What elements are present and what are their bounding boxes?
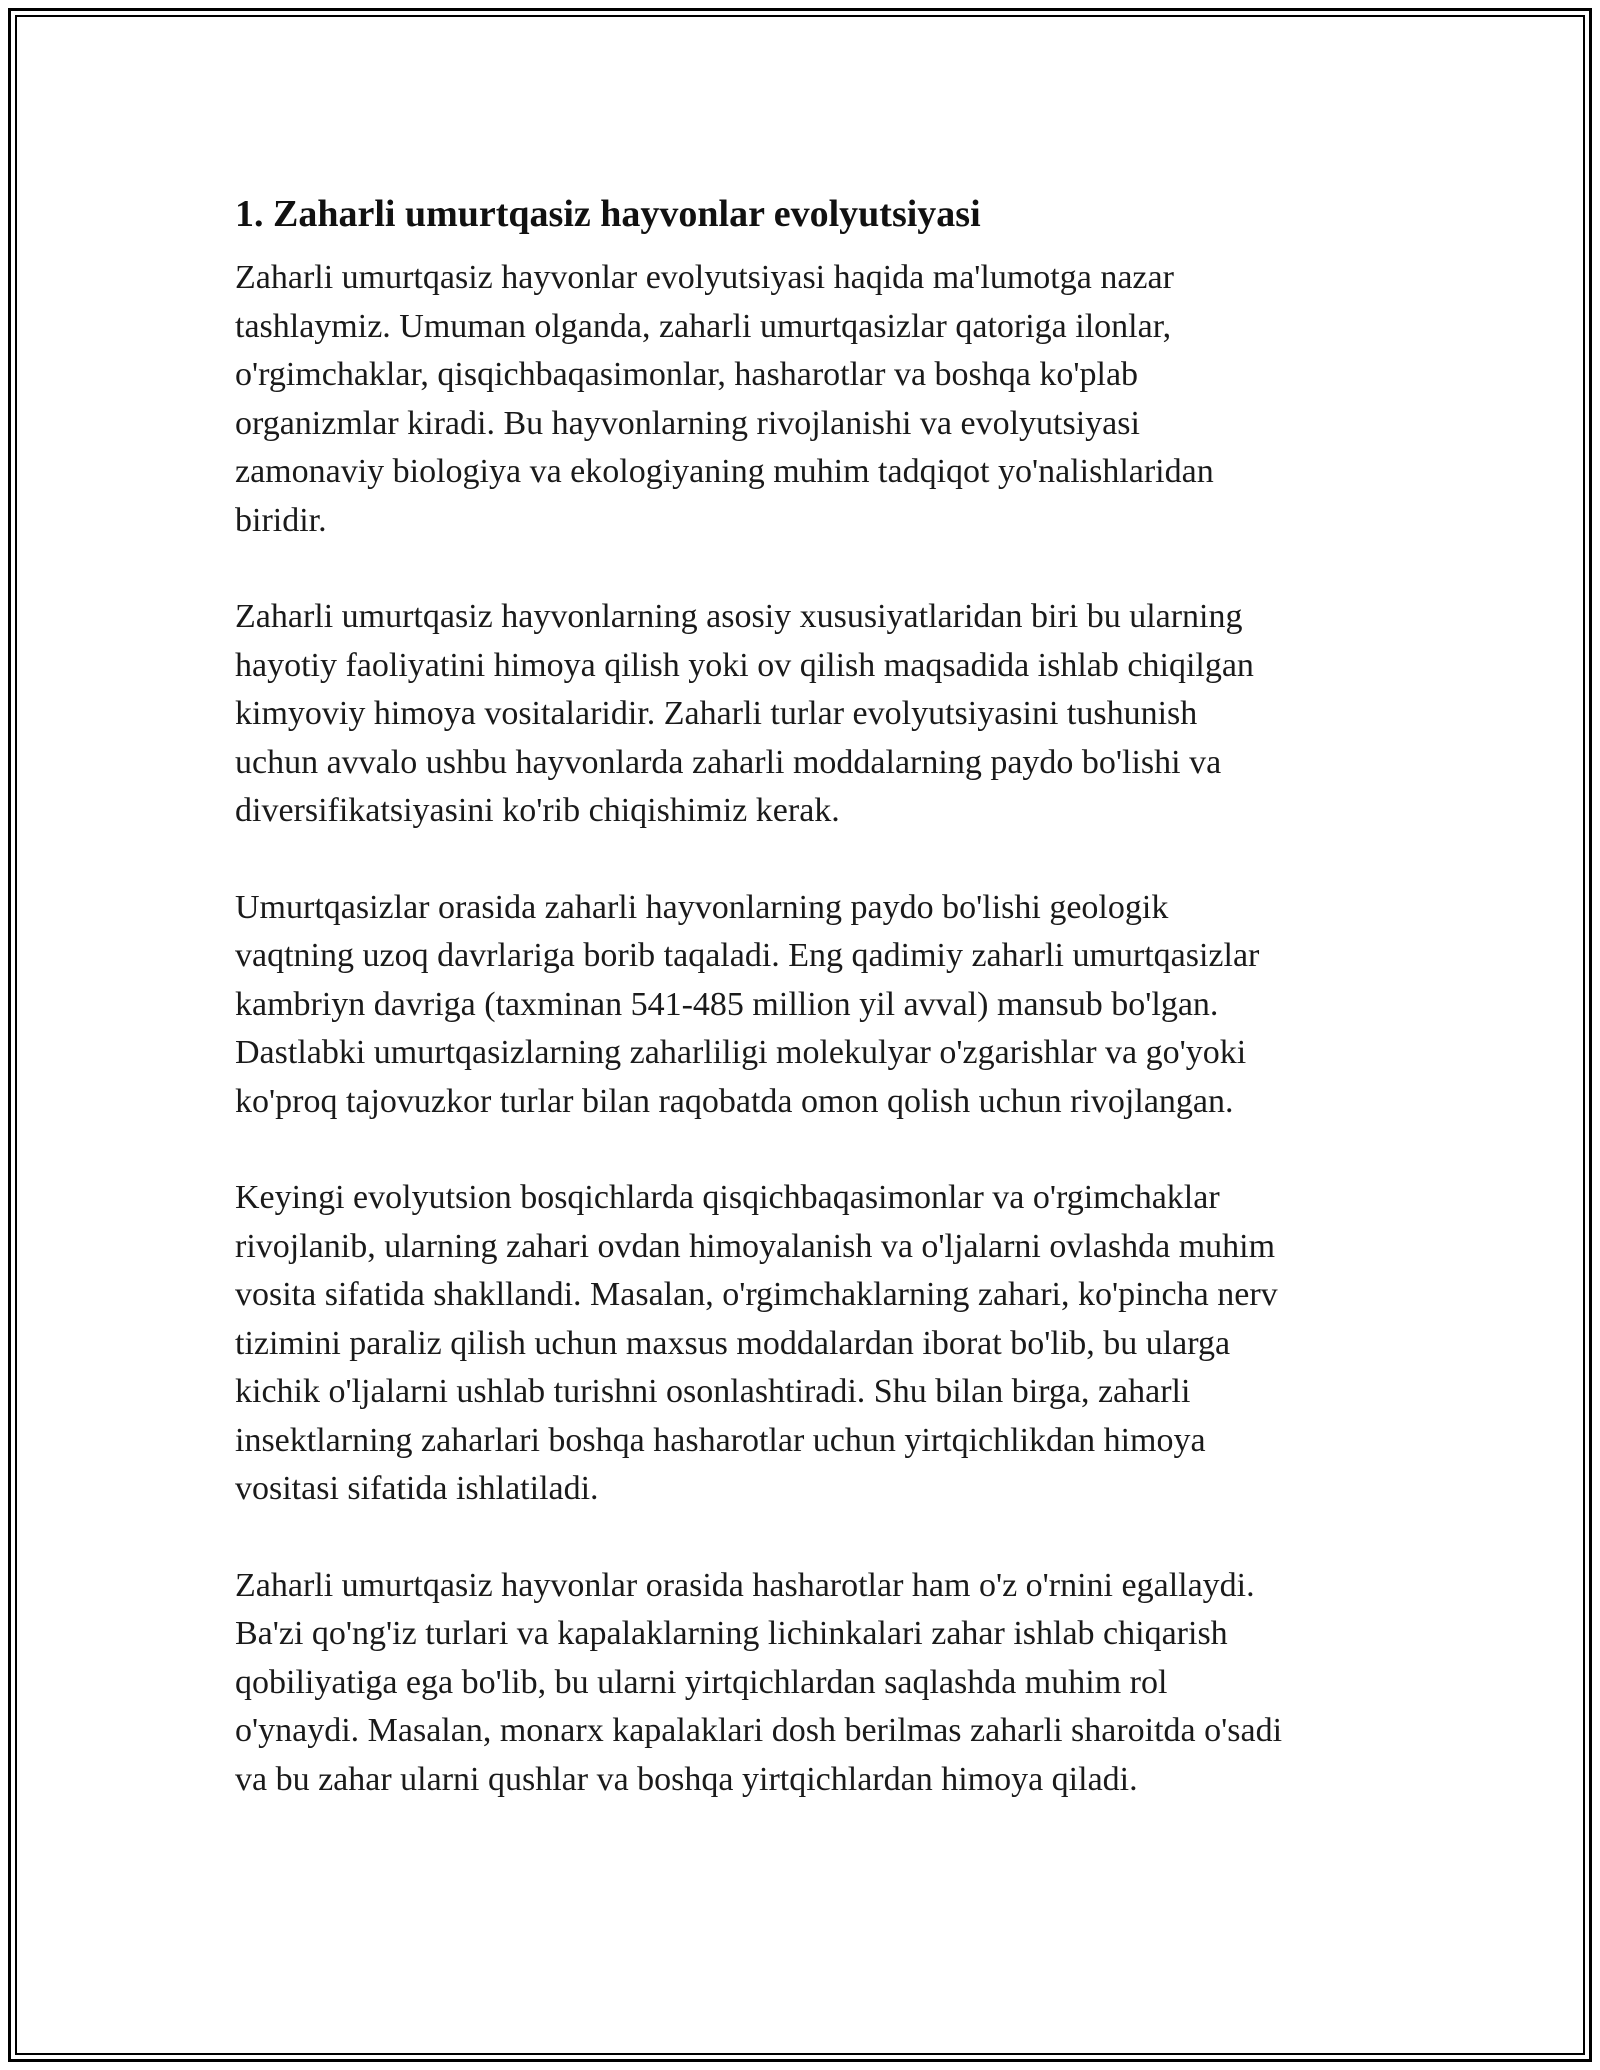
text-line: va bu zahar ularni qushlar va boshqa yirtqichlardan himoya qiladi. (235, 1760, 1138, 1798)
paragraph-4 (235, 1174, 1375, 1514)
text-line: Zaharli umurtqasiz hayvonlarning asosiy xususiyatlaridan biri bu ularning (235, 598, 1243, 635)
text-line: o'rgimchaklar, qisqichbaqasimonlar, hasharotlar va boshqa ko'plab (235, 356, 1139, 393)
text-line: vositasi sifatida ishlatiladi. (235, 1470, 599, 1507)
paragraph-2 (235, 593, 1375, 836)
text-line: vaqtning uzoq davrlariga borib taqaladi. Eng qadimiy zaharli umurtqasizlar (235, 937, 1260, 974)
text-line: vosita sifatida shakllandi. Masalan, o'rgimchaklarning zahari, ko'pincha nerv (235, 1276, 1278, 1313)
text-line: rivojlanib, ularning zahari ovdan himoyalanish va o'ljalarni ovlashda muhim (235, 1227, 1276, 1265)
text-line: diversifikatsiyasini ko'rib chiqishimiz kerak. (235, 792, 840, 829)
text-line: kimyoviy himoya vositalaridir. Zaharli turlar evolyutsiyasini tushunish (235, 695, 1198, 732)
text-line: organizmlar kiradi. Bu hayvonlarning rivojlanishi va evolyutsiyasi (235, 404, 1140, 442)
text-line: Umurtqasizlar orasida zaharli hayvonlarning paydo bo'lishi geologik (235, 888, 1169, 926)
document-title: 1. Zaharli umurtqasiz hayvonlar evolyutsiyasi (235, 193, 981, 235)
text-line: Ba'zi qo'ng'iz turlari va kapalaklarning lichinkalari zahar ishlab chiqarish (235, 1615, 1228, 1652)
text-line: Keyingi evolyutsion bosqichlarda qisqichbaqasimonlar va o'rgimchaklar (235, 1179, 1220, 1216)
text-line: tashlaymiz. Umuman olganda, zaharli umurtqasizlar qatoriga ilonlar, (235, 307, 1172, 345)
text-line: kichik o'ljalarni ushlab turishni osonlashtiradi. Shu bilan birga, zaharli (235, 1373, 1191, 1410)
text-line: uchun avvalo ushbu hayvonlarda zaharli moddalarning paydo bo'lishi va (235, 743, 1222, 781)
text-line: hayotiy faoliyatini himoya qilish yoki ov qilish maqsadida ishlab chiqilgan (235, 646, 1254, 684)
text-line: biridir. (235, 501, 327, 539)
document-body (235, 186, 1375, 1852)
text-line: Dastlabki umurtqasizlarning zaharliligi molekulyar o'zgarishlar va go'yoki (235, 1034, 1247, 1071)
text-line: qobiliyatiga ega bo'lib, bu ularni yirtqichlardan saqlashda muhim rol (235, 1663, 1168, 1701)
text-line: insektlarning zaharlari boshqa hasharotlar uchun yirtqichlikdan himoya (235, 1421, 1206, 1459)
paragraph-3 (235, 884, 1375, 1127)
text-line: kambriyn davriga (taxminan 541-485 million yil avval) mansub bo'lgan. (235, 985, 1219, 1023)
text-line: ko'proq tajovuzkor turlar bilan raqobatda omon qolish uchun rivojlangan. (235, 1082, 1234, 1120)
text-line: o'ynaydi. Masalan, monarx kapalaklari dosh berilmas zaharli sharoitda o'sadi (235, 1712, 1283, 1749)
text-line: Zaharli umurtqasiz hayvonlar evolyutsiyasi haqida ma'lumotga nazar (235, 259, 1174, 296)
text-line: zamonaviy biologiya va ekologiyaning muhim tadqiqot yo'nalishlaridan (235, 453, 1214, 490)
text-line: Zaharli umurtqasiz hayvonlar orasida hasharotlar ham o'z o'rnini egallaydi. (235, 1566, 1255, 1604)
text-line: tizimini paraliz qilish uchun maxsus moddalardan iborat bo'lib, bu ularga (235, 1324, 1231, 1362)
paragraph-1 (235, 254, 1375, 545)
paragraph-5 (235, 1562, 1375, 1805)
